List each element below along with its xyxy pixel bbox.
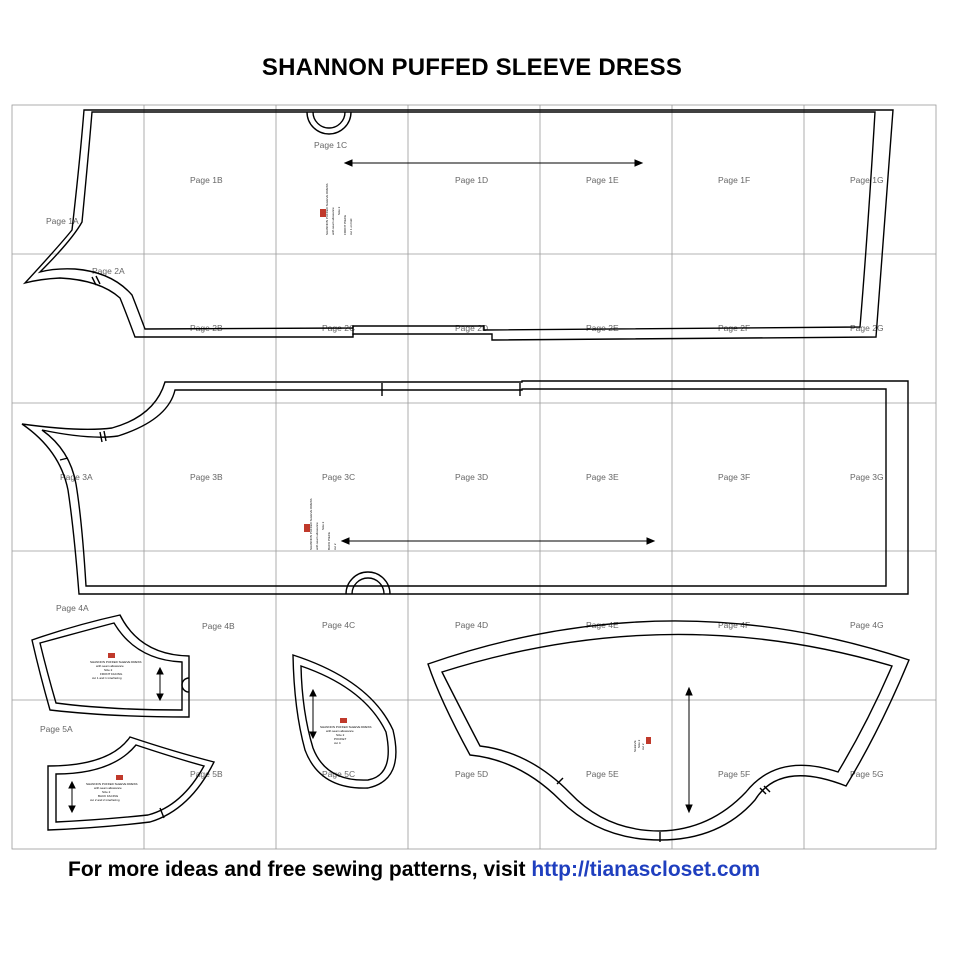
- svg-text:Size 2: Size 2: [336, 733, 345, 737]
- page-label-4f: Page 4F: [718, 620, 751, 630]
- svg-text:with seam allowance: with seam allowance: [94, 786, 122, 790]
- pattern-title: SHANNON PUFFED SLEEVE DRESS: [261, 54, 683, 81]
- piece-label-front: [320, 183, 353, 235]
- svg-text:Size 2: Size 2: [321, 521, 325, 530]
- page-label-5d: Page 5D: [455, 769, 489, 779]
- svg-text:POCKET: POCKET: [334, 737, 347, 741]
- piece-label-front-facing: [90, 653, 142, 680]
- svg-text:BACK PIECE: BACK PIECE: [327, 531, 331, 550]
- grainline-arrow-pocket: [310, 690, 316, 738]
- svg-text:SHANNON PUFFED SLEEVE DRESS: SHANNON PUFFED SLEEVE DRESS: [320, 725, 372, 729]
- svg-text:Size 2: Size 2: [102, 790, 111, 794]
- page-label-1f: Page 1F: [718, 175, 751, 185]
- svg-text:cut 2: cut 2: [333, 543, 337, 550]
- page-label-1g: Page 1G: [850, 175, 884, 185]
- page-label-2f: Page 2F: [718, 323, 751, 333]
- svg-text:BACK FACING: BACK FACING: [98, 794, 119, 798]
- svg-text:Size 2: Size 2: [637, 739, 641, 748]
- page-label-5g: Page 5G: [850, 769, 884, 779]
- page-label-5b: Page 5B: [190, 769, 223, 779]
- svg-text:cut 1 and 1 interfacing: cut 1 and 1 interfacing: [92, 676, 122, 680]
- svg-text:cut 1 on fold: cut 1 on fold: [349, 218, 353, 235]
- page-label-5c: Page 5C: [322, 769, 356, 779]
- page-label-2c: Page 2C: [322, 323, 356, 333]
- page-label-2a: Page 2A: [92, 266, 125, 276]
- page-label-1b: Page 1B: [190, 175, 223, 185]
- svg-text:with seam allowance: with seam allowance: [96, 664, 124, 668]
- footer-text: For more ideas and free sewing patterns, visit: [68, 858, 532, 881]
- page-labels: [40, 140, 884, 779]
- page-label-4e: Page 4E: [586, 620, 619, 630]
- page-label-3f: Page 3F: [718, 472, 751, 482]
- svg-text:cut 2 and 2 interfacing: cut 2 and 2 interfacing: [90, 798, 120, 802]
- grainline-arrow-sleeve: [686, 688, 692, 812]
- page-label-4b: Page 4B: [202, 621, 235, 631]
- grainline-arrow-back: [342, 538, 654, 544]
- page-label-5e: Page 5E: [586, 769, 619, 779]
- svg-text:SHANNON PUFFED SLEEVE DRESS: SHANNON PUFFED SLEEVE DRESS: [309, 498, 313, 550]
- page-label-2e: Page 2E: [586, 323, 619, 333]
- piece-label-sleeve: [633, 737, 651, 752]
- svg-text:SLEEVE: SLEEVE: [633, 740, 637, 752]
- page-label-3c: Page 3C: [322, 472, 356, 482]
- page-label-1c: Page 1C: [314, 140, 348, 150]
- page-label-4a: Page 4A: [56, 603, 89, 613]
- svg-text:Size 2: Size 2: [104, 668, 113, 672]
- page-label-1d: Page 1D: [455, 175, 489, 185]
- pattern-piece-back: [22, 381, 908, 594]
- svg-text:FRONT FACING: FRONT FACING: [100, 672, 123, 676]
- svg-text:Size 2: Size 2: [337, 206, 341, 215]
- page-label-3a: Page 3A: [60, 472, 93, 482]
- page-label-2g: Page 2G: [850, 323, 884, 333]
- website-link[interactable]: http://tianascloset.com: [531, 858, 761, 881]
- svg-text:SHANNON PUFFED SLEEVE DRESS: SHANNON PUFFED SLEEVE DRESS: [90, 660, 142, 664]
- piece-label-back-facing: [86, 775, 138, 802]
- pattern-piece-sleeve: [428, 621, 909, 842]
- page-label-4g: Page 4G: [850, 620, 884, 630]
- svg-text:SHANNON PUFFED SLEEVE DRESS: SHANNON PUFFED SLEEVE DRESS: [86, 782, 138, 786]
- page-label-3b: Page 3B: [190, 472, 223, 482]
- footer-note: [68, 858, 760, 882]
- svg-text:with seam allowance: with seam allowance: [331, 207, 335, 235]
- page-label-3e: Page 3E: [586, 472, 619, 482]
- svg-text:SHANNON PUFFED SLEEVE DRESS: SHANNON PUFFED SLEEVE DRESS: [325, 183, 329, 235]
- grainline-arrow-front-facing: [157, 668, 163, 700]
- svg-text:with seam allowance: with seam allowance: [315, 522, 319, 550]
- page-label-2d: Page 2D: [455, 323, 489, 333]
- piece-label-pocket: [320, 718, 372, 745]
- grainline-arrow-back-facing: [69, 782, 75, 812]
- page-label-3d: Page 3D: [455, 472, 489, 482]
- piece-label-back: [304, 498, 337, 550]
- pattern-piece-front: [25, 110, 893, 340]
- page-label-3g: Page 3G: [850, 472, 884, 482]
- svg-text:with seam allowance: with seam allowance: [326, 729, 354, 733]
- svg-text:cut 4: cut 4: [334, 741, 341, 745]
- svg-text:FRONT PIECE: FRONT PIECE: [343, 214, 347, 235]
- svg-text:cut 2: cut 2: [641, 743, 645, 750]
- page-label-4c: Page 4C: [322, 620, 356, 630]
- page-label-2b: Page 2B: [190, 323, 223, 333]
- page-label-1e: Page 1E: [586, 175, 619, 185]
- page-label-4d: Page 4D: [455, 620, 489, 630]
- page-label-5f: Page 5F: [718, 769, 751, 779]
- grainline-arrow-front: [345, 160, 642, 166]
- page-label-1a: Page 1A: [46, 216, 79, 226]
- page-label-5a: Page 5A: [40, 724, 73, 734]
